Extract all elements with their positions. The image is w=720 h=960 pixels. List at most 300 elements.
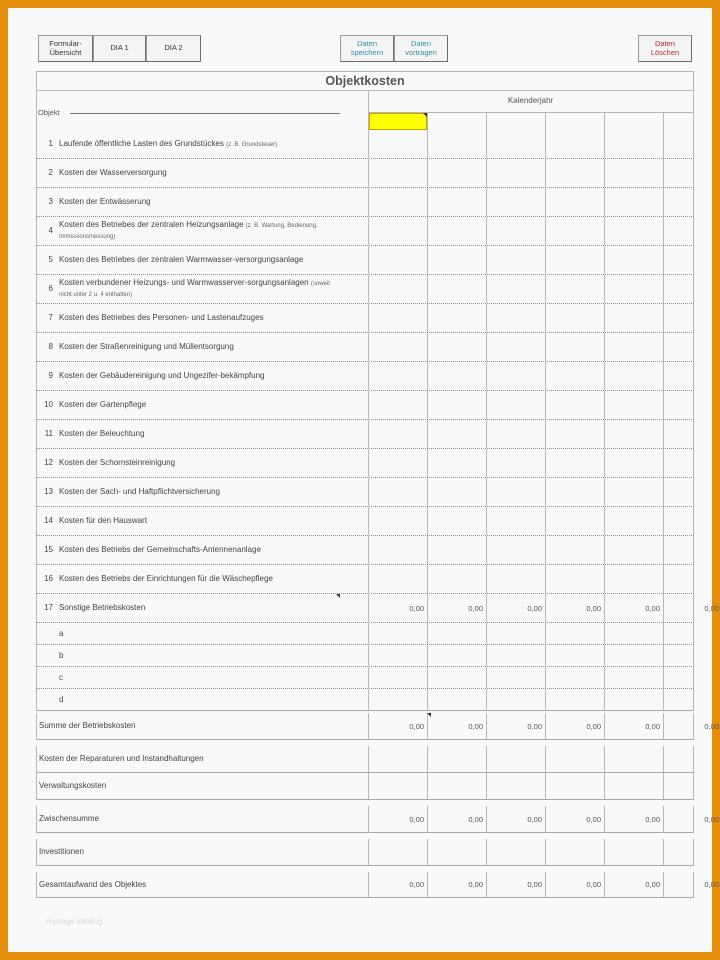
value-cell[interactable] — [663, 304, 720, 332]
row-label — [37, 478, 342, 506]
row-label — [37, 420, 342, 448]
value-cell[interactable] — [486, 806, 545, 832]
value-cell[interactable] — [486, 391, 545, 419]
value-cell[interactable] — [486, 839, 545, 865]
row-label — [37, 667, 342, 688]
cost-row — [36, 159, 694, 188]
value-cell[interactable] — [663, 449, 720, 477]
formular-uebersicht-button[interactable]: Formular- Übersicht — [38, 35, 93, 62]
value-cell[interactable] — [545, 275, 604, 303]
value-cell[interactable] — [427, 159, 486, 187]
row-values — [368, 667, 693, 688]
value-cell[interactable] — [545, 806, 604, 832]
row-number: 13 — [44, 487, 53, 496]
row-number: 17 — [44, 603, 53, 612]
summary-label: Kosten der Reparaturen und Instandhaltungen — [39, 754, 204, 763]
row-label — [37, 746, 342, 772]
value-cell[interactable] — [427, 275, 486, 303]
value-cell[interactable] — [368, 362, 427, 390]
row-text — [59, 458, 175, 468]
row-label — [37, 391, 342, 419]
value-cell[interactable] — [545, 689, 604, 710]
value-cell[interactable] — [663, 565, 720, 593]
value-cell[interactable] — [663, 275, 720, 303]
total-row — [36, 872, 719, 898]
value-cell[interactable] — [427, 420, 486, 448]
row-label — [37, 275, 342, 303]
value-cell[interactable] — [604, 507, 663, 535]
value-cell[interactable] — [368, 667, 427, 688]
value-cell[interactable] — [663, 188, 720, 216]
row-text — [59, 574, 273, 584]
value-cell[interactable] — [663, 594, 720, 622]
subrow-letter: c — [59, 672, 63, 682]
value-cell[interactable] — [486, 667, 545, 688]
table-header — [36, 91, 694, 130]
row-values — [368, 623, 693, 644]
value-cell[interactable] — [663, 420, 720, 448]
value-cell[interactable] — [604, 746, 663, 772]
value-cell[interactable] — [604, 536, 663, 564]
year-column-divider — [663, 113, 664, 130]
row-title: Kosten der Straßenreinigung und Müllentsorgung — [59, 342, 234, 351]
row-label — [37, 565, 342, 593]
value-cell[interactable] — [427, 507, 486, 535]
value-cell[interactable] — [368, 806, 427, 832]
subrow-letter: d — [59, 694, 64, 704]
value-cell[interactable] — [368, 594, 427, 622]
value-cell[interactable] — [486, 362, 545, 390]
value-cell[interactable] — [545, 536, 604, 564]
delete-data-button[interactable]: Daten Löschen — [638, 35, 692, 62]
value-cell[interactable] — [663, 872, 720, 897]
row-values — [368, 449, 693, 477]
value-cell[interactable] — [545, 713, 604, 739]
value-cell[interactable] — [663, 159, 720, 187]
value-cell[interactable] — [663, 839, 720, 865]
subtotal-row — [36, 806, 719, 833]
cost-row — [36, 594, 719, 623]
value-text: 0,00 — [586, 814, 601, 824]
value-cell[interactable] — [368, 304, 427, 332]
row-label — [37, 188, 342, 216]
row-values — [368, 391, 693, 419]
value-text: 0,00 — [468, 814, 483, 824]
value-cell[interactable] — [486, 130, 545, 158]
cost-row — [36, 449, 694, 478]
value-cell[interactable] — [486, 507, 545, 535]
row-number: 5 — [48, 255, 53, 264]
cost-row — [36, 478, 694, 507]
value-cell[interactable] — [486, 478, 545, 506]
value-cell[interactable] — [427, 594, 486, 622]
row-text — [59, 342, 234, 352]
kalenderjahr-label: Kalenderjahr — [368, 91, 693, 113]
value-cell[interactable] — [427, 391, 486, 419]
value-cell[interactable] — [486, 449, 545, 477]
value-cell[interactable] — [368, 217, 427, 245]
row-label — [37, 333, 342, 361]
value-cell[interactable] — [545, 746, 604, 772]
value-cell[interactable] — [604, 246, 663, 274]
value-text: 0,00 — [586, 880, 601, 889]
value-text: 0,00 — [645, 603, 660, 613]
row-title: Kosten des Betriebes der zentralen Warmwasser-versorgungsanlage — [59, 255, 304, 264]
value-cell[interactable] — [486, 773, 545, 799]
value-cell[interactable] — [368, 159, 427, 187]
row-values — [368, 872, 719, 897]
value-cell[interactable] — [663, 333, 720, 361]
value-cell[interactable] — [604, 623, 663, 644]
value-cell[interactable] — [486, 275, 545, 303]
sum-operating-costs-row — [36, 713, 719, 740]
value-cell[interactable] — [663, 217, 720, 245]
value-cell[interactable] — [604, 872, 663, 897]
value-cell[interactable] — [663, 667, 720, 688]
year-column-divider — [545, 113, 546, 130]
value-text: 0,00 — [409, 721, 424, 731]
value-cell[interactable] — [427, 645, 486, 666]
value-cell[interactable] — [545, 130, 604, 158]
row-title: Kosten der Entwässerung — [59, 197, 151, 206]
row-label — [37, 246, 342, 274]
row-label — [37, 304, 342, 332]
value-cell[interactable] — [545, 420, 604, 448]
value-cell[interactable] — [486, 594, 545, 622]
row-text — [59, 255, 303, 265]
summary-label: Verwaltungskosten — [39, 781, 107, 790]
value-cell[interactable] — [486, 645, 545, 666]
value-cell[interactable] — [486, 565, 545, 593]
value-cell[interactable] — [545, 667, 604, 688]
value-cell[interactable] — [427, 246, 486, 274]
cost-row — [36, 130, 694, 159]
value-cell[interactable] — [427, 130, 486, 158]
value-cell[interactable] — [545, 773, 604, 799]
value-text: 0,00 — [527, 814, 542, 824]
value-cell[interactable] — [368, 713, 427, 739]
row-number: 1 — [48, 139, 53, 148]
value-cell[interactable] — [663, 713, 720, 739]
value-cell[interactable] — [368, 246, 427, 274]
value-cell[interactable] — [604, 806, 663, 832]
value-cell[interactable] — [604, 420, 663, 448]
row-values — [368, 507, 693, 535]
value-cell[interactable] — [663, 478, 720, 506]
value-cell[interactable] — [486, 872, 545, 897]
value-cell[interactable] — [427, 623, 486, 644]
value-cell[interactable] — [604, 478, 663, 506]
value-cell[interactable] — [545, 839, 604, 865]
value-cell[interactable] — [545, 478, 604, 506]
row-values — [368, 188, 693, 216]
value-cell[interactable] — [427, 713, 486, 739]
value-cell[interactable] — [427, 478, 486, 506]
row-text — [59, 278, 342, 300]
value-cell[interactable] — [663, 391, 720, 419]
value-cell[interactable] — [604, 449, 663, 477]
value-cell[interactable] — [545, 217, 604, 245]
value-cell[interactable] — [604, 275, 663, 303]
value-cell[interactable] — [427, 872, 486, 897]
value-cell[interactable] — [486, 333, 545, 361]
row-title: Sonstige Betriebskosten — [59, 603, 146, 612]
value-cell[interactable] — [427, 839, 486, 865]
row-title: Kosten des Betriebes des Personen- und Lastenaufzuges — [59, 313, 264, 322]
value-text: 0,00 — [586, 603, 601, 613]
value-cell[interactable] — [663, 746, 720, 772]
row-label — [37, 130, 342, 158]
value-cell[interactable] — [368, 746, 427, 772]
investments-row — [36, 839, 694, 866]
value-text: 0,00 — [704, 814, 719, 824]
value-cell[interactable] — [604, 304, 663, 332]
value-cell[interactable] — [427, 667, 486, 688]
value-cell[interactable] — [663, 689, 720, 710]
row-values — [368, 304, 693, 332]
row-text — [59, 371, 264, 381]
value-cell[interactable] — [545, 565, 604, 593]
watermark: mydage katalog — [46, 917, 103, 926]
value-cell[interactable] — [663, 773, 720, 799]
value-cell[interactable] — [427, 565, 486, 593]
objekt-input-line[interactable] — [70, 113, 340, 114]
value-cell[interactable] — [486, 246, 545, 274]
value-cell[interactable] — [368, 507, 427, 535]
value-text: 0,00 — [527, 721, 542, 731]
value-cell[interactable] — [545, 304, 604, 332]
value-cell[interactable] — [427, 689, 486, 710]
value-cell[interactable] — [486, 746, 545, 772]
value-cell[interactable] — [427, 773, 486, 799]
value-cell[interactable] — [368, 130, 427, 158]
value-cell[interactable] — [368, 391, 427, 419]
value-cell[interactable] — [604, 391, 663, 419]
value-cell[interactable] — [427, 217, 486, 245]
value-cell[interactable] — [368, 689, 427, 710]
value-text: 0,00 — [704, 721, 719, 731]
value-cell[interactable] — [427, 449, 486, 477]
value-cell[interactable] — [663, 536, 720, 564]
value-cell[interactable] — [604, 565, 663, 593]
row-label — [37, 839, 342, 865]
value-cell[interactable] — [368, 565, 427, 593]
value-cell[interactable] — [663, 130, 720, 158]
value-cell[interactable] — [545, 645, 604, 666]
sub-row — [36, 689, 694, 711]
row-text — [59, 603, 145, 613]
value-cell[interactable] — [486, 689, 545, 710]
value-cell[interactable] — [486, 420, 545, 448]
year-column-divider — [604, 113, 605, 130]
value-cell[interactable] — [368, 536, 427, 564]
value-cell[interactable] — [604, 689, 663, 710]
value-cell[interactable] — [368, 645, 427, 666]
value-cell[interactable] — [545, 362, 604, 390]
value-cell[interactable] — [368, 333, 427, 361]
value-cell[interactable] — [663, 246, 720, 274]
row-label — [37, 594, 342, 622]
value-cell[interactable] — [427, 188, 486, 216]
row-note: (z. B. Grundsteuer) — [226, 141, 278, 148]
value-text: 0,00 — [527, 603, 542, 613]
row-title: Kosten des Betriebs der Einrichtungen für die Wäschepflege — [59, 574, 273, 583]
summary-label: Gesamtaufwand des Objektes — [39, 879, 147, 889]
value-cell[interactable] — [604, 159, 663, 187]
row-title: Kosten der Gartenpflege — [59, 400, 147, 409]
value-cell[interactable] — [545, 449, 604, 477]
value-cell[interactable] — [604, 130, 663, 158]
value-cell[interactable] — [663, 645, 720, 666]
value-cell[interactable] — [427, 333, 486, 361]
value-cell[interactable] — [427, 362, 486, 390]
value-cell[interactable] — [368, 623, 427, 644]
row-values — [368, 275, 693, 303]
row-values — [368, 565, 693, 593]
value-cell[interactable] — [545, 594, 604, 622]
row-label — [37, 645, 342, 666]
cost-row — [36, 536, 694, 565]
row-text — [59, 197, 151, 207]
row-number: 9 — [48, 371, 53, 380]
row-number: 12 — [44, 458, 53, 467]
save-data-button[interactable]: Daten speichern — [340, 35, 394, 62]
value-text: 0,00 — [409, 814, 424, 824]
row-number: 10 — [44, 400, 53, 409]
summary-label: Zwischensumme — [39, 814, 100, 823]
cost-row — [36, 246, 694, 275]
value-cell[interactable] — [427, 304, 486, 332]
value-cell[interactable] — [545, 159, 604, 187]
value-cell[interactable] — [368, 872, 427, 897]
value-cell[interactable] — [545, 333, 604, 361]
value-cell[interactable] — [604, 713, 663, 739]
row-label — [37, 362, 342, 390]
value-cell[interactable] — [368, 449, 427, 477]
value-cell[interactable] — [663, 362, 720, 390]
cost-row — [36, 507, 694, 536]
row-number: 3 — [48, 197, 53, 206]
value-cell[interactable] — [604, 333, 663, 361]
row-number: 2 — [48, 168, 53, 177]
row-title: Kosten des Betriebs der Gemeinschafts-Antennenanlage — [59, 545, 261, 554]
repairs-row — [36, 746, 694, 773]
value-cell[interactable] — [486, 188, 545, 216]
value-cell[interactable] — [545, 872, 604, 897]
cost-row — [36, 188, 694, 217]
value-cell[interactable] — [486, 304, 545, 332]
value-cell[interactable] — [545, 507, 604, 535]
year-column-divider — [486, 113, 487, 130]
dia2-button[interactable]: DIA 2 — [146, 35, 201, 62]
value-text: 0,00 — [409, 880, 424, 889]
row-values — [368, 420, 693, 448]
value-cell[interactable] — [663, 623, 720, 644]
sub-row — [36, 645, 694, 667]
row-values — [368, 362, 693, 390]
row-values — [368, 478, 693, 506]
value-cell[interactable] — [427, 536, 486, 564]
value-cell[interactable] — [545, 391, 604, 419]
value-text: 0,00 — [468, 603, 483, 613]
row-label — [37, 159, 342, 187]
value-cell[interactable] — [486, 159, 545, 187]
value-cell[interactable] — [604, 188, 663, 216]
value-cell[interactable] — [486, 217, 545, 245]
value-cell[interactable] — [486, 623, 545, 644]
cost-row — [36, 420, 694, 449]
cost-row — [36, 391, 694, 420]
row-values — [368, 713, 719, 739]
row-title: Kosten des Betriebes der zentralen Heizungsanlage — [59, 220, 244, 229]
row-label — [37, 536, 342, 564]
row-values — [368, 773, 693, 799]
value-text: 0,00 — [645, 814, 660, 824]
value-cell[interactable] — [368, 773, 427, 799]
row-values — [368, 333, 693, 361]
sheet-title: Objektkosten — [36, 71, 694, 91]
transfer-data-button[interactable]: Daten vortragen — [394, 35, 448, 62]
row-label — [37, 872, 342, 897]
value-cell[interactable] — [604, 362, 663, 390]
dia1-button[interactable]: DIA 1 — [93, 35, 146, 62]
row-text — [59, 313, 264, 323]
value-text: 0,00 — [409, 603, 424, 613]
value-cell[interactable] — [368, 420, 427, 448]
row-number: 6 — [48, 284, 53, 293]
row-values — [368, 536, 693, 564]
value-cell[interactable] — [545, 623, 604, 644]
summary-label: Summe der Betriebskosten — [39, 721, 136, 730]
row-title: Kosten der Wasserversorgung — [59, 168, 167, 177]
row-number: 8 — [48, 342, 53, 351]
row-note: (soweit nicht unter 2 u. 4 enthalten) — [59, 281, 330, 298]
value-cell[interactable] — [427, 806, 486, 832]
worksheet — [8, 8, 719, 952]
value-cell[interactable] — [663, 806, 720, 832]
value-cell[interactable] — [427, 746, 486, 772]
subrow-letter: b — [59, 650, 64, 660]
value-cell[interactable] — [604, 839, 663, 865]
value-cell[interactable] — [604, 594, 663, 622]
value-text: 0,00 — [704, 603, 719, 613]
value-cell[interactable] — [604, 667, 663, 688]
value-cell[interactable] — [604, 645, 663, 666]
row-label — [37, 773, 342, 799]
value-cell[interactable] — [368, 478, 427, 506]
value-cell[interactable] — [368, 188, 427, 216]
row-title: Kosten für den Hauswart — [59, 516, 148, 525]
row-text — [59, 516, 147, 526]
row-title: Laufende öffentliche Lasten des Grundstückes — [59, 138, 224, 148]
value-text: 0,00 — [586, 721, 601, 731]
row-values — [368, 746, 693, 772]
value-cell[interactable] — [368, 275, 427, 303]
value-cell[interactable] — [545, 188, 604, 216]
comment-marker — [336, 594, 340, 598]
comment-marker — [427, 713, 431, 717]
row-text — [59, 400, 146, 410]
value-cell[interactable] — [486, 713, 545, 739]
selected-year-cell[interactable] — [369, 113, 427, 130]
cost-row — [36, 304, 694, 333]
value-cell[interactable] — [545, 246, 604, 274]
value-cell[interactable] — [604, 217, 663, 245]
value-cell[interactable] — [604, 773, 663, 799]
value-cell[interactable] — [486, 536, 545, 564]
value-cell[interactable] — [368, 839, 427, 865]
value-cell[interactable] — [663, 507, 720, 535]
